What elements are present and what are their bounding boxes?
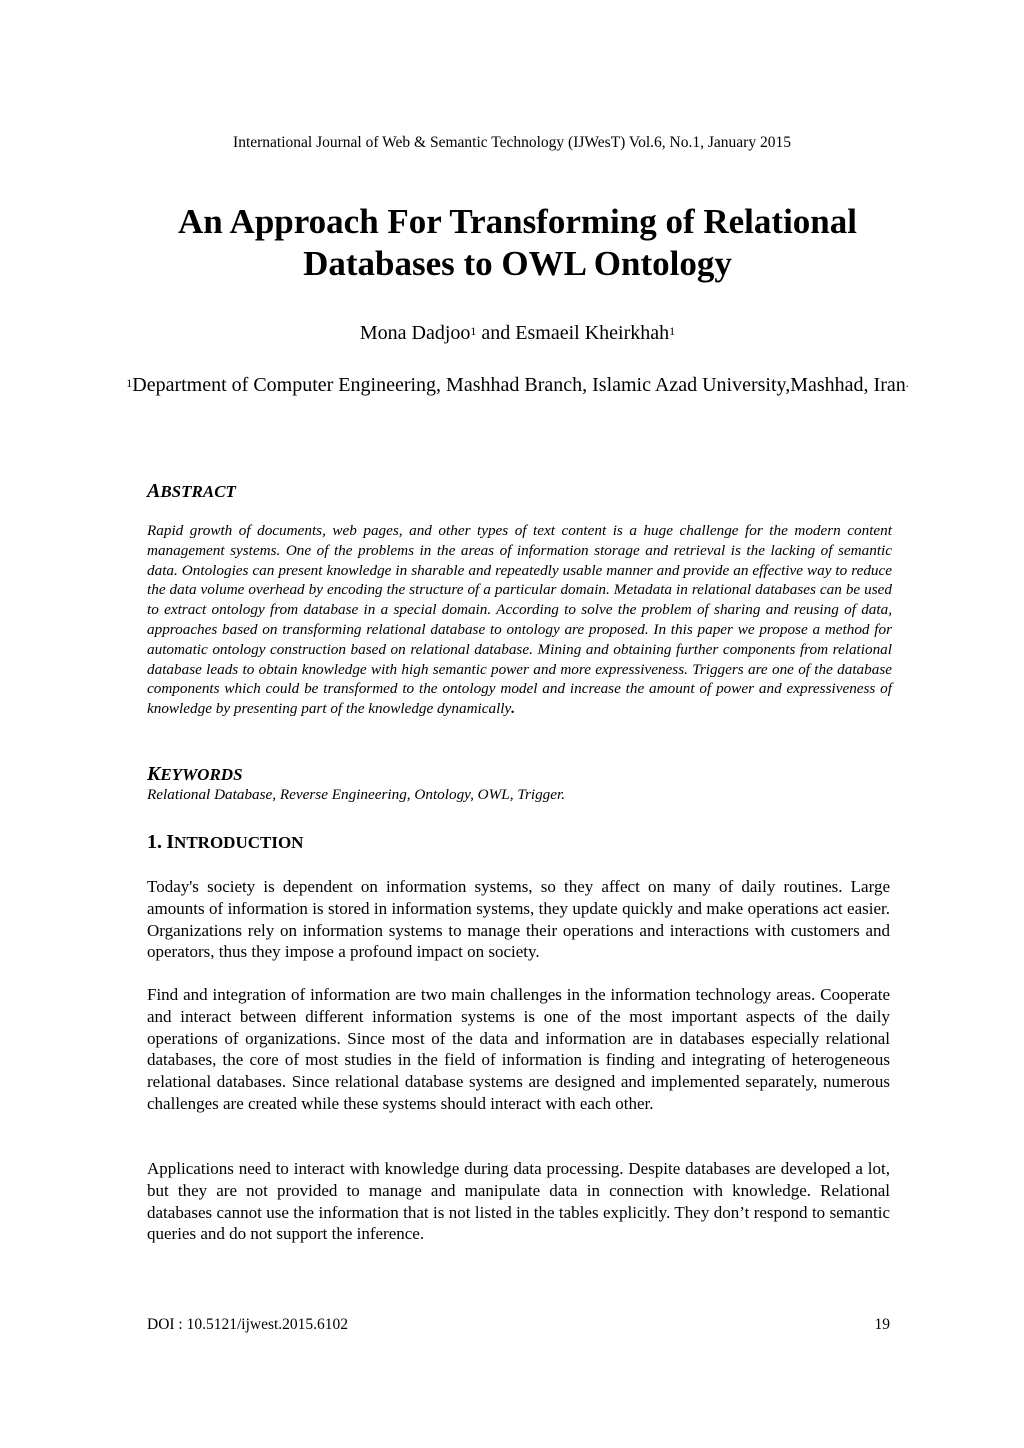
author-name: Mona Dadjoo: [359, 322, 471, 344]
abstract-heading-initial: A: [147, 480, 161, 502]
keywords-list: Relational Database, Reverse Engineering, Ontology, OWL, Trigger.: [147, 786, 566, 803]
affiliation-trailing-mark: .: [905, 376, 909, 390]
author-line: [100, 320, 935, 346]
keywords-heading-initial: K: [147, 763, 161, 785]
section-heading-initial: I: [166, 831, 175, 853]
abstract-body: [147, 521, 892, 719]
running-header: International Journal of Web & Semantic Technology (IJWesT) Vol.6, No.1, January 2015: [233, 134, 791, 151]
keywords-heading-rest: EYWORDS: [160, 765, 243, 784]
affiliation-mark: 1: [126, 376, 133, 390]
body-paragraph: Find and integration of information are two main challenges in the information technology areas. Cooperate and interact between different information systems is one of the most important aspects of the daily operations of organizations. Since most of the data and information are in databases especially relational databases, the core of most studies in the field of information is finding and integrating of heterogeneous relational databases. Since relational database systems are designed and implemented separately, numerous challenges are created while these systems should interact with each other.: [147, 985, 890, 1113]
body-paragraph: Today's society is dependent on information systems, so they affect on many of daily routines. Large amounts of information is stored in information systems, they update quickly and make operations act easier. Organizations rely on information systems to manage their operations and interactions with customers and operators, thus they impose a profound impact on society.: [147, 877, 890, 962]
affiliation-text: Department of Computer Engineering, Mashhad Branch, Islamic Azad University,Mashhad, Iran: [132, 374, 906, 396]
section-heading-introduction: [147, 830, 303, 855]
affiliation: [120, 372, 915, 399]
body-paragraph: Applications need to interact with knowledge during data processing. Despite databases are developed a lot, but they are not provided to manage and manipulate data in connection with knowledge. Relational databases cannot use the information that is not listed in the tables explicitly. They don’t respond to semantic queries and do not support the inference.: [147, 1159, 890, 1244]
author-affiliation-mark: 1: [669, 324, 676, 338]
abstract-end-mark: .: [511, 700, 516, 718]
footer-doi: DOI : 10.5121/ijwest.2015.6102: [147, 1316, 349, 1333]
author-conjunction: and: [481, 322, 511, 344]
paper-title: An Approach For Transforming of Relational Databases to OWL Ontology: [178, 202, 857, 283]
section-number: 1.: [147, 831, 162, 853]
page-number: 19: [874, 1316, 890, 1333]
keywords-heading: [147, 763, 243, 786]
section-heading-rest: NTRODUCTION: [174, 833, 304, 852]
author-affiliation-mark: 1: [470, 324, 477, 338]
abstract-text: Rapid growth of documents, web pages, and other types of text content is a huge challenge for the modern content management systems. One of the problems in the areas of information storage and retrieval is the lacking of semantic data. Ontologies can present knowledge in sharable and repeatedly usable manner and provide an effective way to reduce the data volume overhead by encoding the structure of a particular domain. Metadata in relational databases can be used to extract ontology from database in a special domain. According to solve the problem of sharing and reusing of data, approaches based on transforming relational database to ontology are proposed. In this paper we propose a method for automatic ontology construction based on relational database. Mining and obtaining further components from relational database leads to obtain knowledge with high semantic power and more expressiveness. Triggers are one of the database components which could be transformed to the ontology model and increase the amount of power and expressiveness of knowledge by presenting part of the knowledge dynamically: [147, 522, 892, 718]
abstract-heading-rest: BSTRACT: [160, 482, 236, 501]
author-name: Esmaeil Kheirkhah: [515, 322, 670, 344]
abstract-heading: [147, 480, 236, 503]
